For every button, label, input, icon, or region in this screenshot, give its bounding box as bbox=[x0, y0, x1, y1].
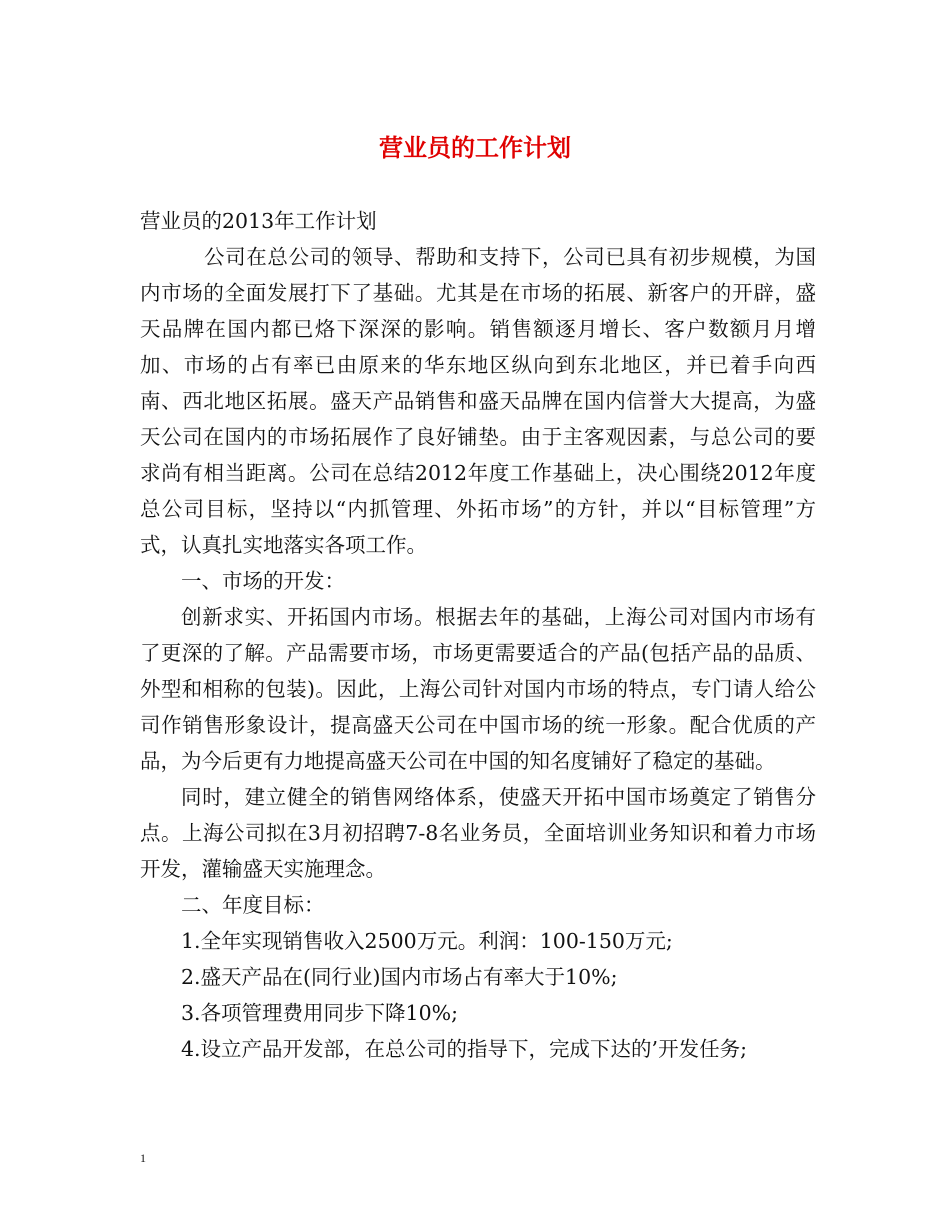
page-number: 1 bbox=[140, 1151, 146, 1165]
goal-item: 3.各项管理费用同步下降10%; bbox=[181, 1001, 459, 1025]
network-paragraph: 同时，建立健全的销售网络体系，使盛天开拓中国市场奠定了销售分点。上海公司拟在3月初招聘7-8名业务员，全面培训业务知识和着力市场开发，灌输盛天实施理念。 bbox=[140, 785, 816, 881]
plan-subtitle: 营业员的2013年工作计划 bbox=[140, 209, 377, 233]
section-heading-market: 一、市场的开发： bbox=[181, 569, 345, 593]
market-paragraph: 创新求实、开拓国内市场。根据去年的基础，上海公司对国内市场有了更深的了解。产品需要市场，市场更需要适合的产品(包括产品的品质、外型和相称的包装)。因此，上海公司针对国内市场的特点，专门请人给公司作销售形象设计，提高盛天公司在中国市场的统一形象。配合优质的产品，为今后更有力地提高盛天公司在中国的知名度铺好了稳定的基础。 bbox=[140, 605, 816, 773]
document-title: 营业员的工作计划 bbox=[379, 133, 571, 162]
intro-paragraph: 公司在总公司的领导、帮助和支持下，公司已具有初步规模，为国内市场的全面发展打下了基础。尤其是在市场的拓展、新客户的开辟，盛天品牌在国内都已烙下深深的影响。销售额逐月增长、客户数额月月增加、市场的占有率已由原来的华东地区纵向到东北地区，并已着手向西南、西北地区拓展。盛天产品销售和盛天品牌在国内信誉大大提高，为盛天公司在国内的市场拓展作了良好铺垫。由于主客观因素，与总公司的要求尚有相当距离。公司在总结2012年度工作基础上，决心围绕2012年度总公司目标，坚持以“内抓管理、外拓市场”的方针，并以“目标管理”方式，认真扎实地落实各项工作。 bbox=[140, 245, 816, 557]
goal-item: 4.设立产品开发部，在总公司的指导下，完成下达的’开发任务; bbox=[181, 1037, 747, 1061]
goal-item: 2.盛天产品在(同行业)国内市场占有率大于10%; bbox=[181, 965, 618, 989]
document-body bbox=[140, 203, 816, 1067]
goal-item: 1.全年实现销售收入2500万元。利润：100-150万元; bbox=[181, 929, 673, 953]
section-heading-goals: 二、年度目标： bbox=[181, 893, 325, 917]
